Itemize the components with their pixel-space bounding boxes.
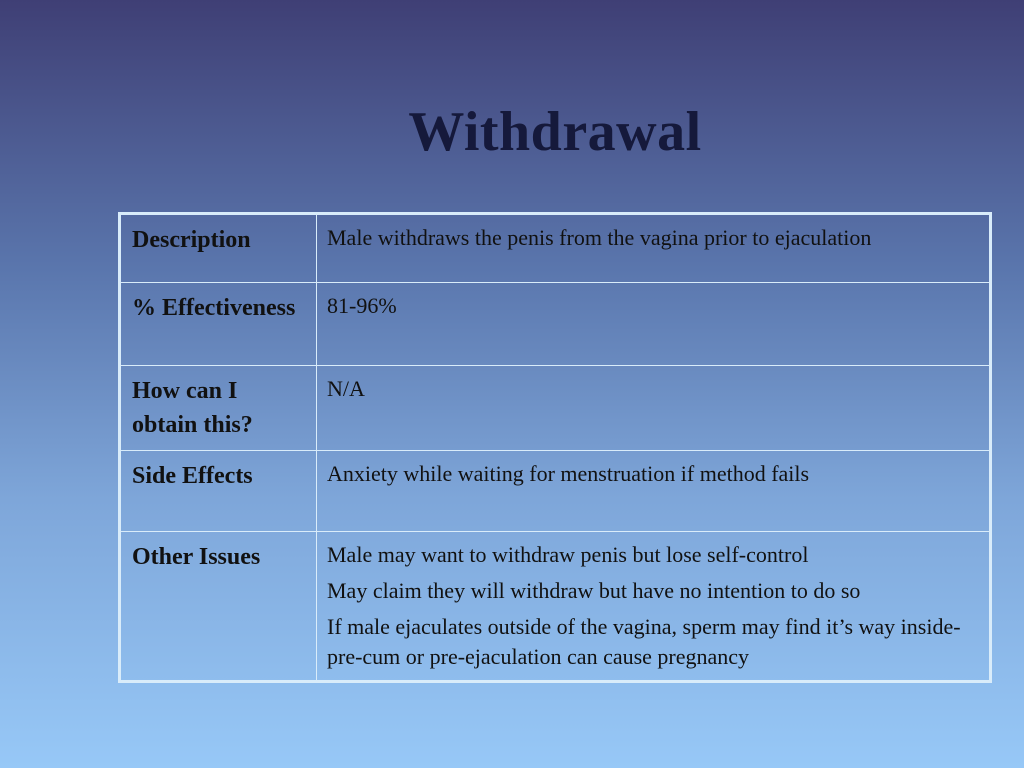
table-row-description — [120, 214, 991, 283]
row-value-effectiveness — [317, 283, 991, 366]
value-text: May claim they will withdraw but have no intention to do so — [327, 578, 861, 603]
value-text: Male may want to withdraw penis but lose self-control — [327, 542, 809, 567]
row-label-description: Description — [120, 214, 317, 283]
table-row-side-effects — [120, 451, 991, 532]
row-value-side-effects — [317, 451, 991, 532]
value-text: N/A — [327, 376, 365, 401]
value-text: Anxiety while waiting for menstruation if method fails — [327, 461, 810, 486]
row-label-obtain: How can I obtain this? — [120, 366, 317, 451]
row-label-effectiveness: % Effectiveness — [120, 283, 317, 366]
table-row-other-issues — [120, 532, 991, 682]
slide-title: Withdrawal — [408, 101, 702, 163]
row-value-obtain — [317, 366, 991, 451]
row-label-other-issues: Other Issues — [120, 532, 317, 682]
row-label-side-effects: Side Effects — [120, 451, 317, 532]
row-value-other-issues — [317, 532, 991, 682]
info-table — [118, 212, 992, 683]
table-row-obtain — [120, 366, 991, 451]
value-text: 81-96% — [327, 293, 397, 318]
value-text: Male withdraws the penis from the vagina prior to ejaculation — [327, 225, 872, 250]
value-text: If male ejaculates outside of the vagina, sperm may find it’s way inside-pre-cum or pre-ejaculation can cause pregnancy — [327, 614, 961, 669]
row-value-description — [317, 214, 991, 283]
table-row-effectiveness — [120, 283, 991, 366]
